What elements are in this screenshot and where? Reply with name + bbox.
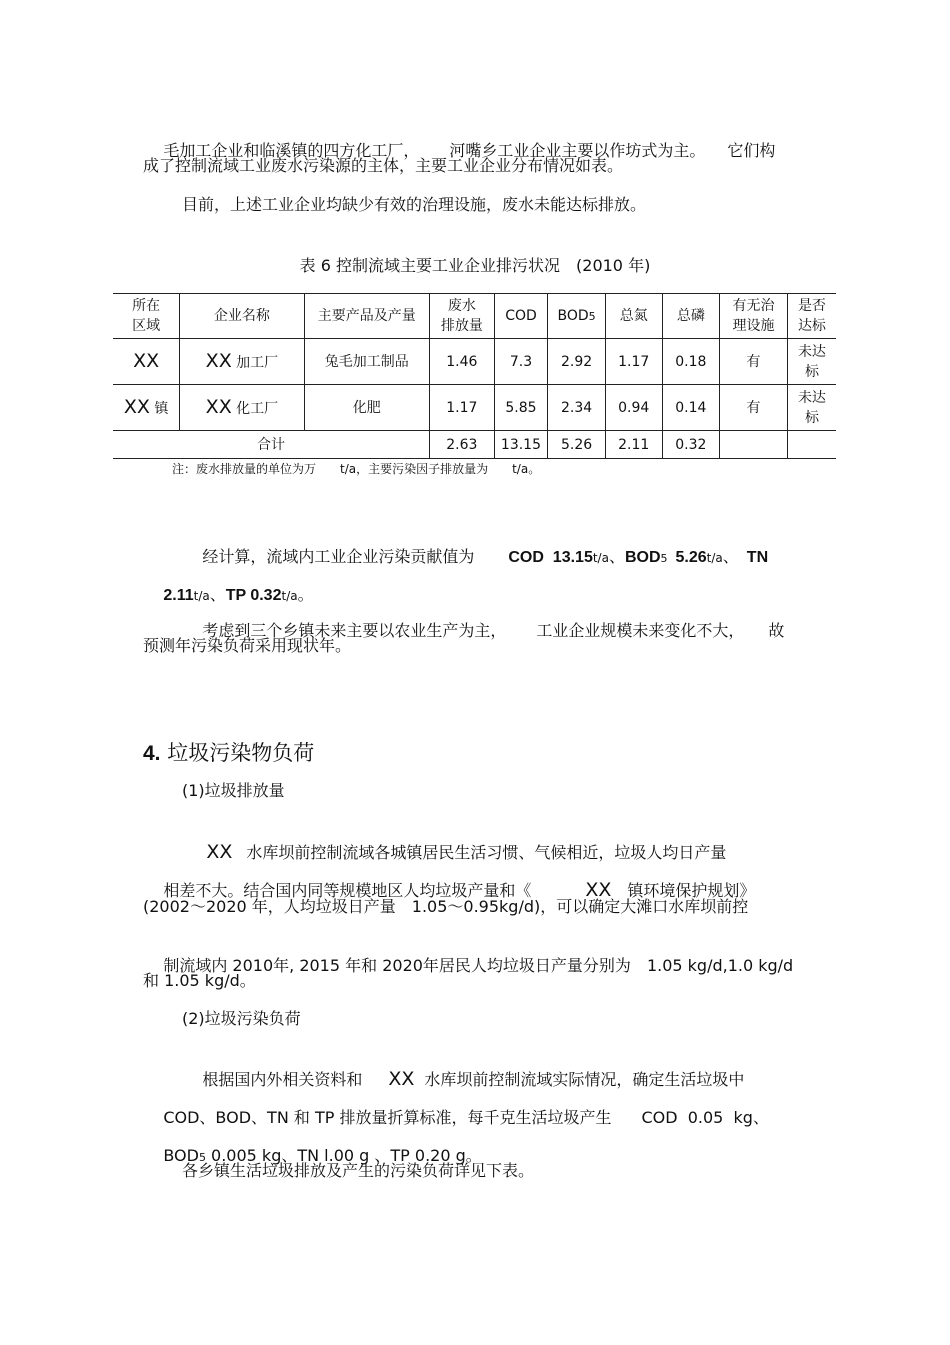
table-caption: 表 6 控制流域主要工业企业排污状况 (2010 年) — [299, 256, 651, 275]
text-span: XX — [388, 1068, 415, 1090]
cell-region: XX — [113, 339, 180, 385]
cell-total-label: 合计 — [113, 431, 429, 459]
table-row — [113, 339, 836, 385]
cell-company: XX 化工厂 — [180, 385, 304, 431]
header-standard: 是否 达标 — [787, 294, 836, 339]
cell-tn: 1.17 — [605, 339, 662, 385]
cell-tp: 0.14 — [662, 385, 720, 431]
text-span: 根据国内外相关资料和 — [202, 1070, 363, 1089]
paragraph-line: 预测年污染负荷采用现状年。 — [143, 636, 352, 655]
header-product: 主要产品及产量 — [304, 294, 429, 339]
cell-facility: 有 — [720, 339, 788, 385]
cell-bod: 2.92 — [548, 339, 606, 385]
text-span: TP 0.32 — [225, 587, 282, 604]
cell-tn: 0.94 — [605, 385, 662, 431]
text-span: TN — [746, 549, 769, 566]
text-span: 制流域内 2010年, 2015 年和 2020年居民人均垃圾日产量分别为 — [163, 956, 631, 975]
section-number: 4. — [143, 742, 161, 765]
text-span: 水库坝前控制流域各城镇居民生活习惯、气候相近，垃圾人均日产量 — [246, 843, 727, 862]
table-note: 注：废水排放量的单位为万 t/a，主要污染因子排放量为 t/a。 — [172, 462, 541, 476]
cell-total-bod: 5.26 — [548, 431, 606, 459]
header-facility: 有无治 理设施 — [720, 294, 788, 339]
unit-span: t/a — [706, 551, 723, 565]
text-span: COD 13.15 — [508, 549, 593, 566]
paragraph-line: 成了控制流域工业废水污染源的主体，主要工业企业分布情况如表。 — [143, 156, 624, 175]
cell-facility: 有 — [720, 385, 788, 431]
header-cod: COD — [494, 294, 548, 339]
paragraph-line: (2002～2020 年，人均垃圾日产量 1.05～0.95kg/d)，可以确定大滩口水库坝前控 — [143, 897, 749, 916]
subsection-heading: (1)垃圾排放量 — [182, 781, 285, 800]
cell-total-standard — [787, 431, 836, 459]
text-span: 相差不大。结合国内同等规模地区人均垃圾产量和《 — [163, 881, 532, 900]
paragraph-line: BOD5 0.005 kg、TN l.00 g 、TP 0.20 g。 — [163, 1146, 482, 1165]
cell-product: 兔毛加工制品 — [304, 339, 429, 385]
cell-total-wastewater: 2.63 — [429, 431, 494, 459]
text-span: 它们构 — [727, 141, 776, 160]
table-total-row — [113, 431, 836, 459]
text-span: 故 — [768, 621, 785, 640]
text-span: 1.05 kg/d,1.0 kg/d — [646, 956, 794, 975]
text-span: 2.11 — [163, 587, 194, 604]
paragraph-line: 目前，上述工业企业均缺少有效的治理设施，废水未能达标排放。 — [182, 195, 647, 214]
table-header-row — [113, 294, 836, 339]
section-title: 垃圾污染物负荷 — [167, 741, 315, 765]
cell-wastewater: 1.46 — [429, 339, 494, 385]
section-heading — [143, 737, 314, 767]
cell-company: XX 加工厂 — [180, 339, 304, 385]
cell-tp: 0.18 — [662, 339, 720, 385]
cell-standard: 未达 标 — [787, 339, 836, 385]
cell-cod: 5.85 — [494, 385, 548, 431]
text-span: 5.26 — [675, 549, 707, 566]
header-region: 所在 区域 — [113, 294, 180, 339]
text-span: COD 0.05 kg、 — [641, 1108, 769, 1127]
text-span: 镇环境保护规划》 — [627, 881, 756, 900]
text-span: 0.005 kg、TN l.00 g 、TP 0.20 g。 — [205, 1146, 482, 1165]
text-span: 河嘴乡工业企业主要以作坊式为主。 — [449, 141, 706, 160]
text-span: BOD — [163, 1146, 199, 1165]
cell-cod: 7.3 — [494, 339, 548, 385]
unit-span: t/a — [592, 551, 609, 565]
text-span: 水库坝前控制流域实际情况，确定生活垃圾中 — [424, 1070, 745, 1089]
header-tn: 总氮 — [605, 294, 662, 339]
header-company: 企业名称 — [180, 294, 304, 339]
text-span: 毛加工企业和临溪镇的四方化工厂， — [163, 141, 420, 160]
text-span: 经计算，流域内工业企业污染贡献值为 — [202, 547, 475, 566]
unit-span: t/a — [193, 589, 210, 603]
header-bod: BOD5 — [548, 294, 606, 339]
text-span: 、 — [608, 547, 625, 566]
cell-product: 化肥 — [304, 385, 429, 431]
text-span: BOD — [624, 549, 661, 566]
paragraph-line: 和 1.05 kg/d。 — [143, 971, 256, 990]
text-span: XX — [585, 879, 612, 901]
paragraph-line: 各乡镇生活垃圾排放及产生的污染负荷详见下表。 — [182, 1161, 535, 1180]
text-span: XX — [206, 841, 233, 863]
header-tp: 总磷 — [662, 294, 720, 339]
text-span: 、 — [209, 585, 226, 604]
subsection-heading: (2)垃圾污染负荷 — [182, 1009, 301, 1028]
text-span: 工业企业规模未来变化不大， — [536, 621, 745, 640]
text-span: COD、BOD、TN 和 TP 排放量折算标准，每千克生活垃圾产生 — [163, 1108, 612, 1127]
text-span: 。 — [297, 585, 314, 604]
cell-wastewater: 1.17 — [429, 385, 494, 431]
cell-total-tn: 2.11 — [605, 431, 662, 459]
text-span: 考虑到三个乡镇未来主要以农业生产为主， — [202, 621, 507, 640]
cell-total-tp: 0.32 — [662, 431, 720, 459]
unit-span: t/a — [281, 589, 298, 603]
paragraph-line: 经计算，流域内工业企业污染贡献值为 COD 13.15t/a、BOD5 5.26t/a、 TN — [202, 547, 769, 566]
text-span: 、 — [722, 547, 739, 566]
cell-total-cod: 13.15 — [494, 431, 548, 459]
header-wastewater: 废水 排放量 — [429, 294, 494, 339]
cell-region: XX 镇 — [113, 385, 180, 431]
cell-total-facility — [720, 431, 788, 459]
cell-standard: 未达 标 — [787, 385, 836, 431]
table-row — [113, 385, 836, 431]
pollution-table — [113, 293, 836, 459]
cell-bod: 2.34 — [548, 385, 606, 431]
